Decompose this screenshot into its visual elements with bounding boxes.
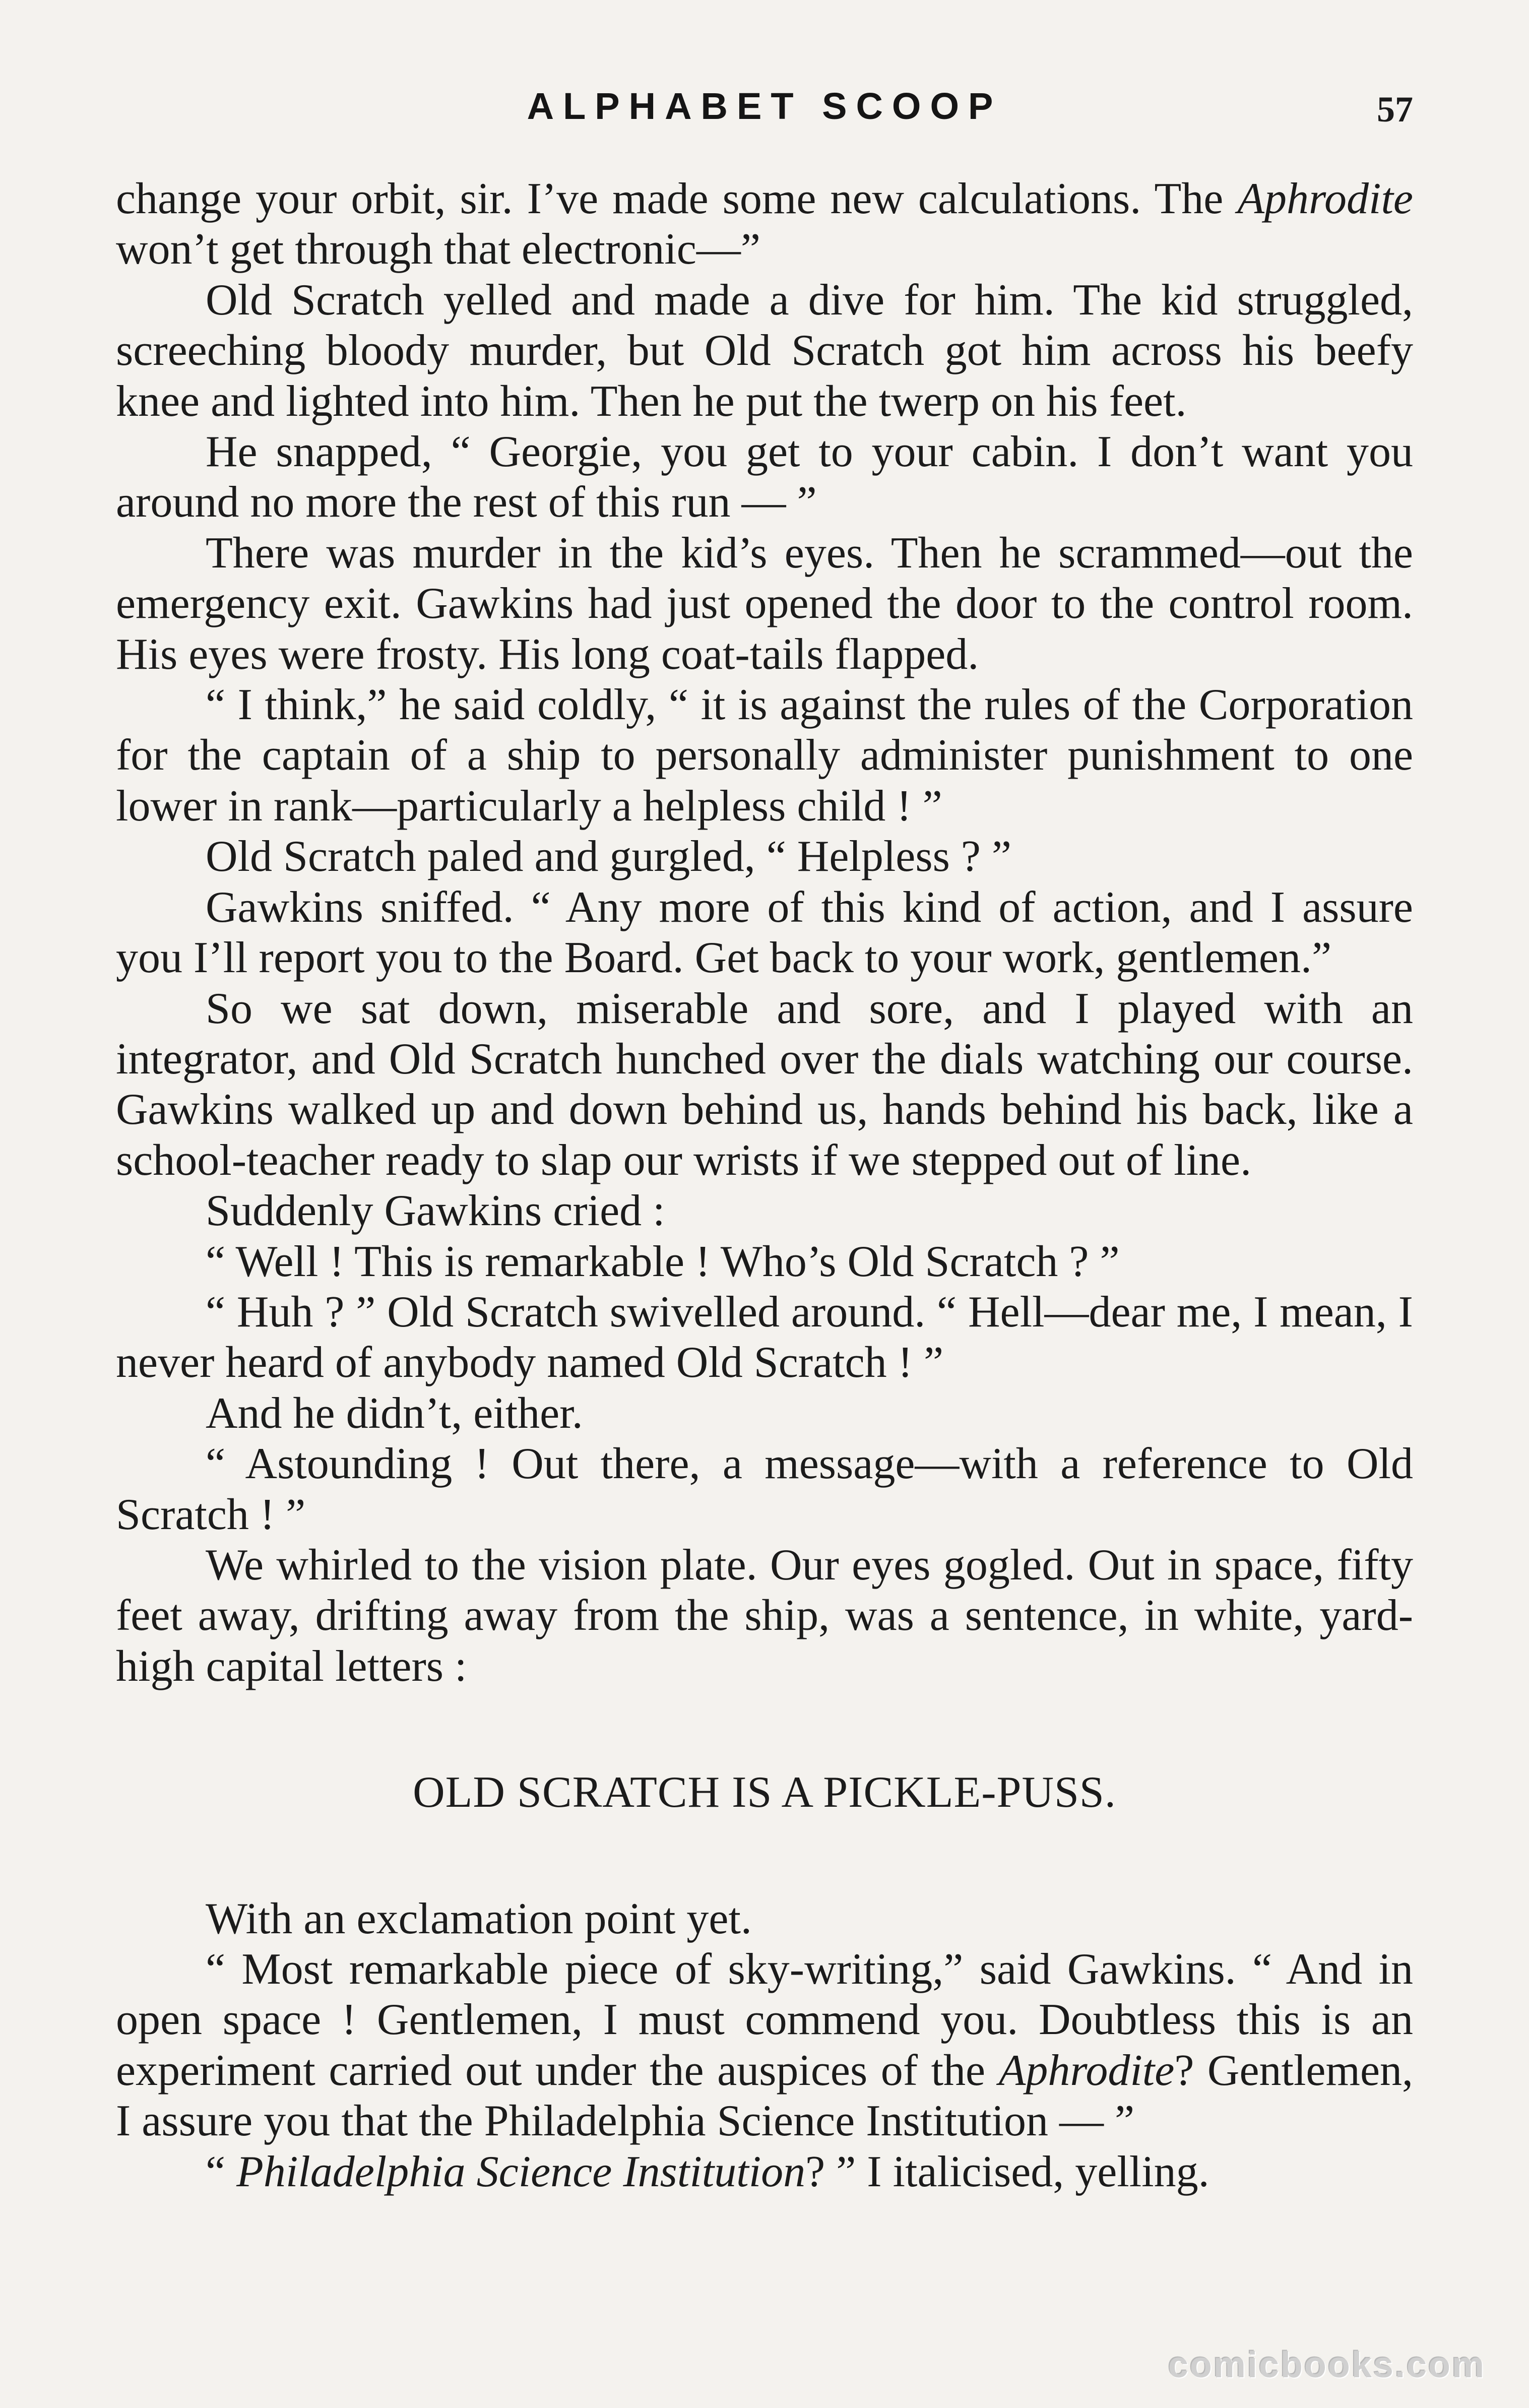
paragraph-2: Old Scratch yelled and made a dive for him. The kid struggled, screeching bloody murder, but Old Scratch got him across his beefy knee and lighted into him. Then he put the twerp on his feet. [116, 275, 1413, 426]
paragraph-8: So we sat down, miserable and sore, and I played with an integrator, and Old Scratch hunched over the dials watching our course. Gawkins walked up and down behind us, hands behind his back, like a school-teacher ready to slap our wrists if we stepped out of line. [116, 984, 1413, 1185]
paragraph-11: “ Huh ? ” Old Scratch swivelled around. “ Hell—dear me, I mean, I never heard of anybody named Old Scratch ! ” [116, 1287, 1413, 1387]
paragraph-1: change your orbit, sir. I’ve made some new calculations. The Aphrodite won’t get through that electronic—” [116, 174, 1413, 274]
paragraph-14: We whirled to the vision plate. Our eyes gogled. Out in space, fifty feet away, drifting away from the ship, was a sentence, in white, yard-high capital letters : [116, 1540, 1413, 1691]
watermark: comicbooks.com [1168, 2345, 1486, 2385]
sky-writing-headline: OLD SCRATCH IS A PICKLE-PUSS. [413, 1768, 1116, 1817]
running-title: ALPHABET SCOOP [527, 85, 1002, 127]
paragraph-7: Gawkins sniffed. “ Any more of this kind of action, and I assure you I’ll report you to the Board. Get back to your work, gentlemen.” [116, 882, 1413, 983]
paragraph-9: Suddenly Gawkins cried : [206, 1186, 665, 1236]
paragraph-17: “ Philadelphia Science Institution? ” I italicised, yelling. [206, 2147, 1209, 2196]
paragraph-4: There was murder in the kid’s eyes. Then he scrammed—out the emergency exit. Gawkins had just opened the door to the control room. His eyes were frosty. His long coat-tails flapped. [116, 528, 1413, 679]
page-number: 57 [1377, 89, 1413, 130]
paragraph-16: “ Most remarkable piece of sky-writing,” said Gawkins. “ And in open space ! Gentlemen, I must commend you. Doubtless this is an experiment carried out under the auspices of the Aphrodite? Gentlemen, I assure you that the Philadelphia Science Institution — ” [116, 1945, 1413, 2146]
paragraph-6: Old Scratch paled and gurgled, “ Helpless ? ” [206, 832, 1011, 881]
paragraph-15: With an exclamation point yet. [206, 1894, 752, 1943]
page-header [116, 76, 1413, 131]
paragraph-13: “ Astounding ! Out there, a message—with a reference to Old Scratch ! ” [116, 1439, 1413, 1539]
ship-name-italic: Aphrodite [1237, 174, 1413, 223]
paragraph-3: He snapped, “ Georgie, you get to your cabin. I don’t want you around no more the rest of this run — ” [116, 427, 1413, 527]
paragraph-5: “ I think,” he said coldly, “ it is against the rules of the Corporation for the captain of a ship to personally administer punishment to one lower in rank—particularly a helpless child ! ” [116, 680, 1413, 831]
paragraph-12: And he didn’t, either. [206, 1388, 583, 1438]
institution-italic: Philadelphia Science Institution [236, 2147, 806, 2196]
ship-name-italic: Aphrodite [998, 2046, 1175, 2095]
body-text [116, 174, 1413, 2197]
paragraph-10: “ Well ! This is remarkable ! Who’s Old Scratch ? ” [206, 1237, 1120, 1286]
